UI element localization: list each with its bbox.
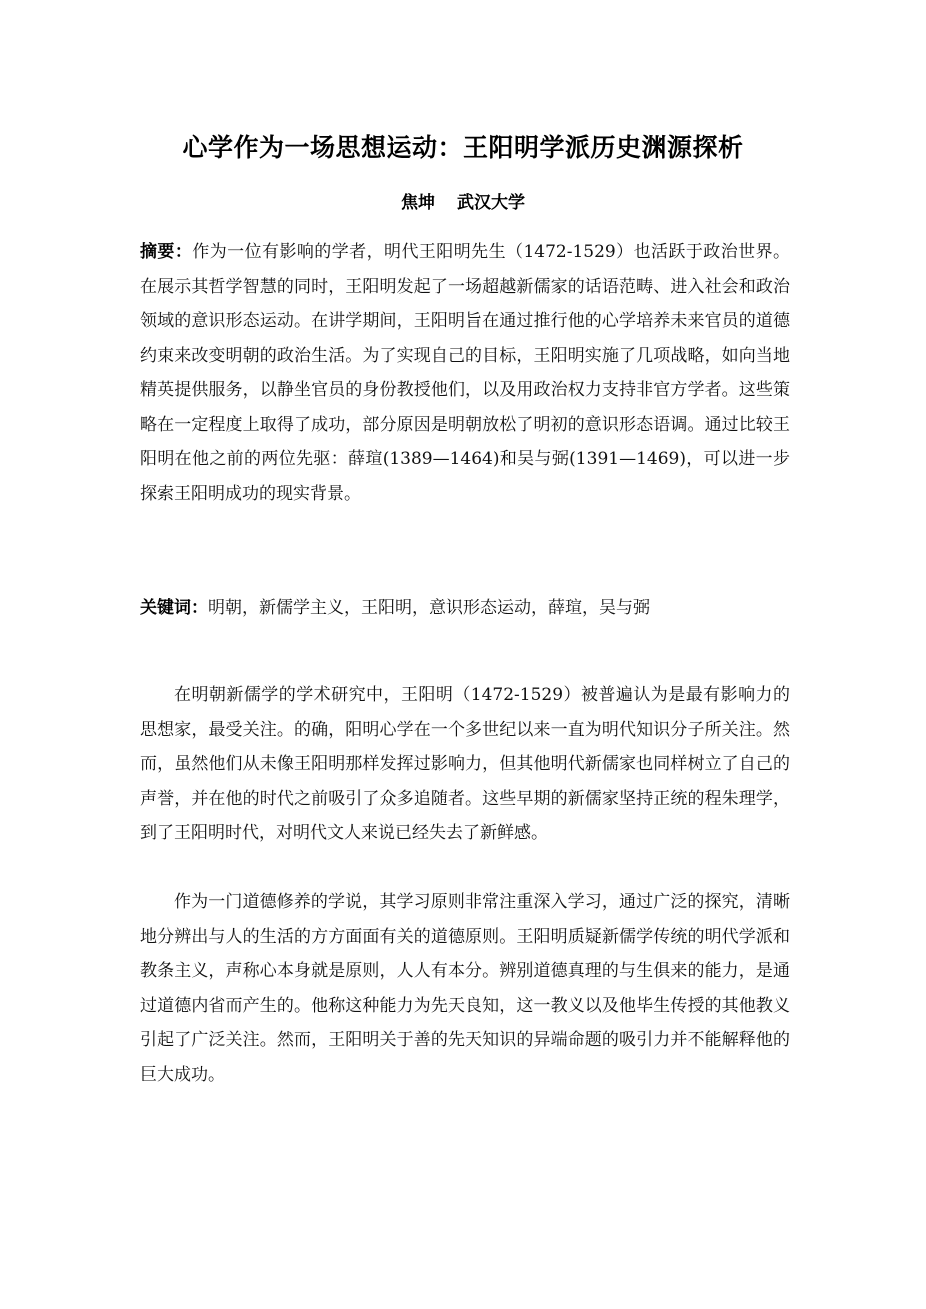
keywords xyxy=(140,591,790,626)
abstract xyxy=(140,235,790,511)
author-line xyxy=(0,188,926,218)
keywords-label: 关键词： xyxy=(140,598,208,618)
body-paragraph-2: 作为一门道德修养的学说，其学习原则非常注重深入学习，通过广泛的探究，清晰地分辨出与人的生活的方方面面有关的道德原则。王阳明质疑新儒学传统的明代学派和教条主义，声称心本身就是原则，人人有本分。辨别道德真理的与生俱来的能力，是通过道德内省而产生的。他称这种能力为先天良知，这一教义以及他毕生传授的其他教义引起了广泛关注。然而，王阳明关于善的先天知识的异端命题的吸引力并不能解释他的巨大成功。 xyxy=(140,892,790,1085)
abstract-label: 摘要： xyxy=(140,242,193,262)
author-affiliation: 武汉大学 xyxy=(457,193,525,213)
body-paragraph-1: 在明朝新儒学的学术研究中，王阳明（1472-1529）被普遍认为是最有影响力的思想家，最受关注。的确，阳明心学在一个多世纪以来一直为明代知识分子所关注。然而，虽然他们从未像王阳明那样发挥过影响力，但其他明代新儒家也同样树立了自己的声誉，并在他的时代之前吸引了众多追随者。这些早期的新儒家坚持正统的程朱理学，到了王阳明时代，对明代文人来说已经失去了新鲜感。 xyxy=(140,685,790,843)
keywords-text: 明朝，新儒学主义，王阳明，意识形态运动，薛瑄，吴与弼 xyxy=(208,598,650,618)
author-name: 焦坤 xyxy=(401,193,435,213)
paper-title: 心学作为一场思想运动：王阳明学派历史渊源探析 xyxy=(182,133,744,162)
abstract-text: 作为一位有影响的学者，明代王阳明先生（1472-1529）也活跃于政治世界。在展示其哲学智慧的同时，王阳明发起了一场超越新儒家的话语范畴、进入社会和政治领域的意识形态运动。在讲学期间，王阳明旨在通过推行他的心学培养未来官员的道德约束来改变明朝的政治生活。为了实现自己的目标，王阳明实施了几项战略，如向当地精英提供服务，以静坐官员的身份教授他们，以及用政治权力支持非官方学者。这些策略在一定程度上取得了成功，部分原因是明朝放松了明初的意识形态语调。通过比较王阳明在他之前的两位先驱：薛瑄(1389—1464)和吴与弼(1391—1469)，可以进一步探索王阳明成功的现实背景。 xyxy=(140,242,790,504)
